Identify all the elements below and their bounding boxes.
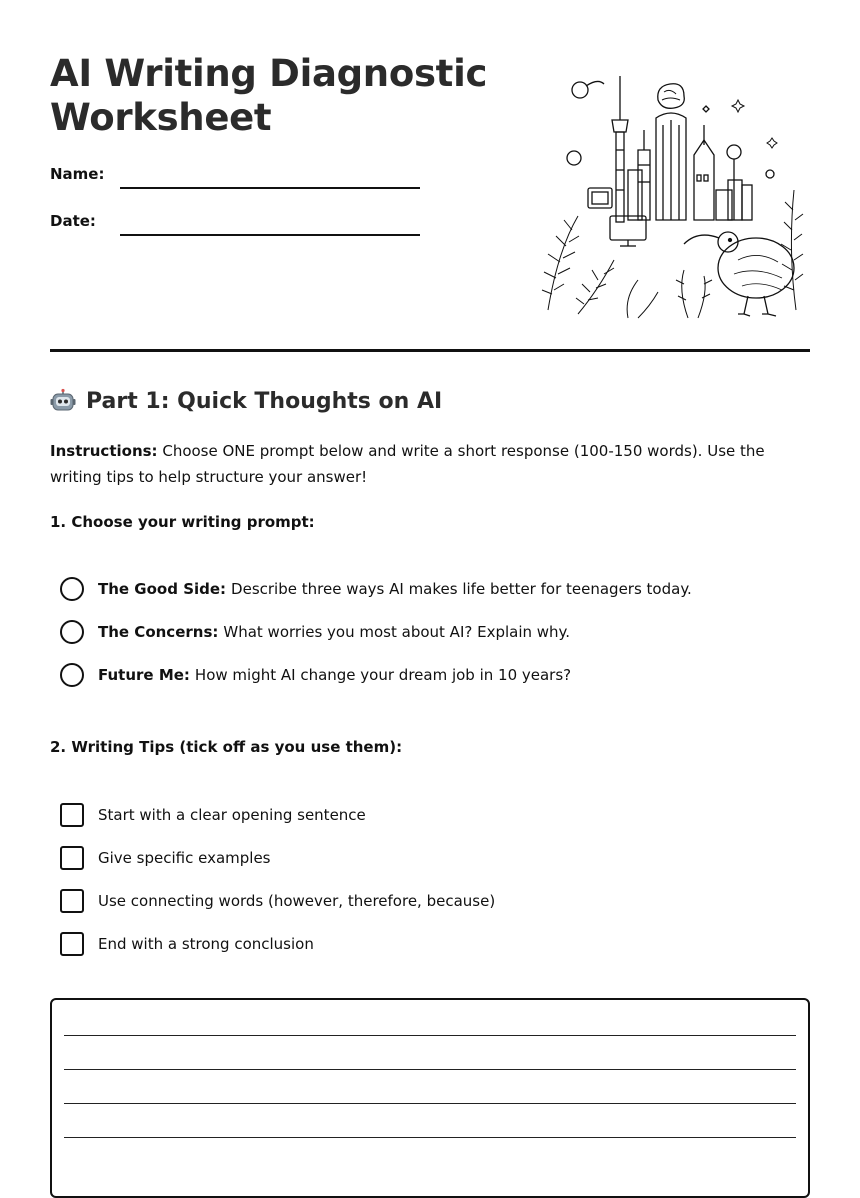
city-kiwi-illustration: [538, 70, 806, 320]
instructions-label: Instructions:: [50, 442, 158, 460]
tip-text: End with a strong conclusion: [98, 935, 314, 953]
prompt-heading: 1. Choose your writing prompt:: [50, 513, 315, 531]
prompt-option[interactable]: [60, 620, 570, 644]
city-skyline-icon: [612, 76, 752, 222]
checkbox[interactable]: [60, 932, 84, 956]
tip-item[interactable]: [60, 846, 271, 870]
tip-text: Use connecting words (however, therefore, because): [98, 892, 496, 910]
brain-icon: [658, 84, 685, 109]
name-label: Name:: [50, 165, 105, 183]
checkbox[interactable]: [60, 889, 84, 913]
tip-text: Give specific examples: [98, 849, 271, 867]
title-line-1: AI Writing Diagnostic: [50, 52, 488, 95]
radio-button[interactable]: [60, 620, 84, 644]
tips-heading: 2. Writing Tips (tick off as you use them):: [50, 738, 403, 756]
prompt-text: Describe three ways AI makes life better for teenagers today.: [231, 580, 692, 598]
answer-line: [64, 1103, 796, 1104]
page-title: [50, 52, 487, 140]
instructions: [50, 438, 820, 490]
kiwi-bird-icon: [684, 232, 794, 316]
prompt-option[interactable]: [60, 577, 692, 601]
radio-button[interactable]: [60, 577, 84, 601]
date-label: Date:: [50, 212, 96, 230]
name-field[interactable]: [120, 187, 420, 189]
computer-icon: [588, 188, 646, 246]
prompt-title: The Good Side:: [98, 580, 227, 598]
answer-line: [64, 1137, 796, 1138]
robot-icon: [50, 388, 76, 414]
prompt-title: Future Me:: [98, 666, 190, 684]
checkbox[interactable]: [60, 803, 84, 827]
radio-button[interactable]: [60, 663, 84, 687]
prompt-text: What worries you most about AI? Explain why.: [223, 623, 571, 641]
part1-heading-text: Part 1: Quick Thoughts on AI: [86, 388, 443, 414]
tip-text: Start with a clear opening sentence: [98, 806, 366, 824]
instructions-text: Choose ONE prompt below and write a short response (100-150 words). Use the writing tips to help structure your answer!: [50, 442, 765, 486]
tip-item[interactable]: [60, 932, 314, 956]
answer-line: [64, 1035, 796, 1036]
prompt-text: How might AI change your dream job in 10 years?: [194, 666, 572, 684]
prompt-option[interactable]: [60, 663, 571, 687]
header-divider: [50, 349, 810, 352]
date-field[interactable]: [120, 234, 420, 236]
answer-box[interactable]: [50, 998, 810, 1198]
part1-heading: [50, 388, 442, 414]
fern-icon: [542, 190, 803, 318]
tip-item[interactable]: [60, 889, 495, 913]
title-line-2: Worksheet: [50, 96, 272, 139]
answer-line: [64, 1069, 796, 1070]
checkbox[interactable]: [60, 846, 84, 870]
tip-item[interactable]: [60, 803, 366, 827]
prompt-title: The Concerns:: [98, 623, 219, 641]
